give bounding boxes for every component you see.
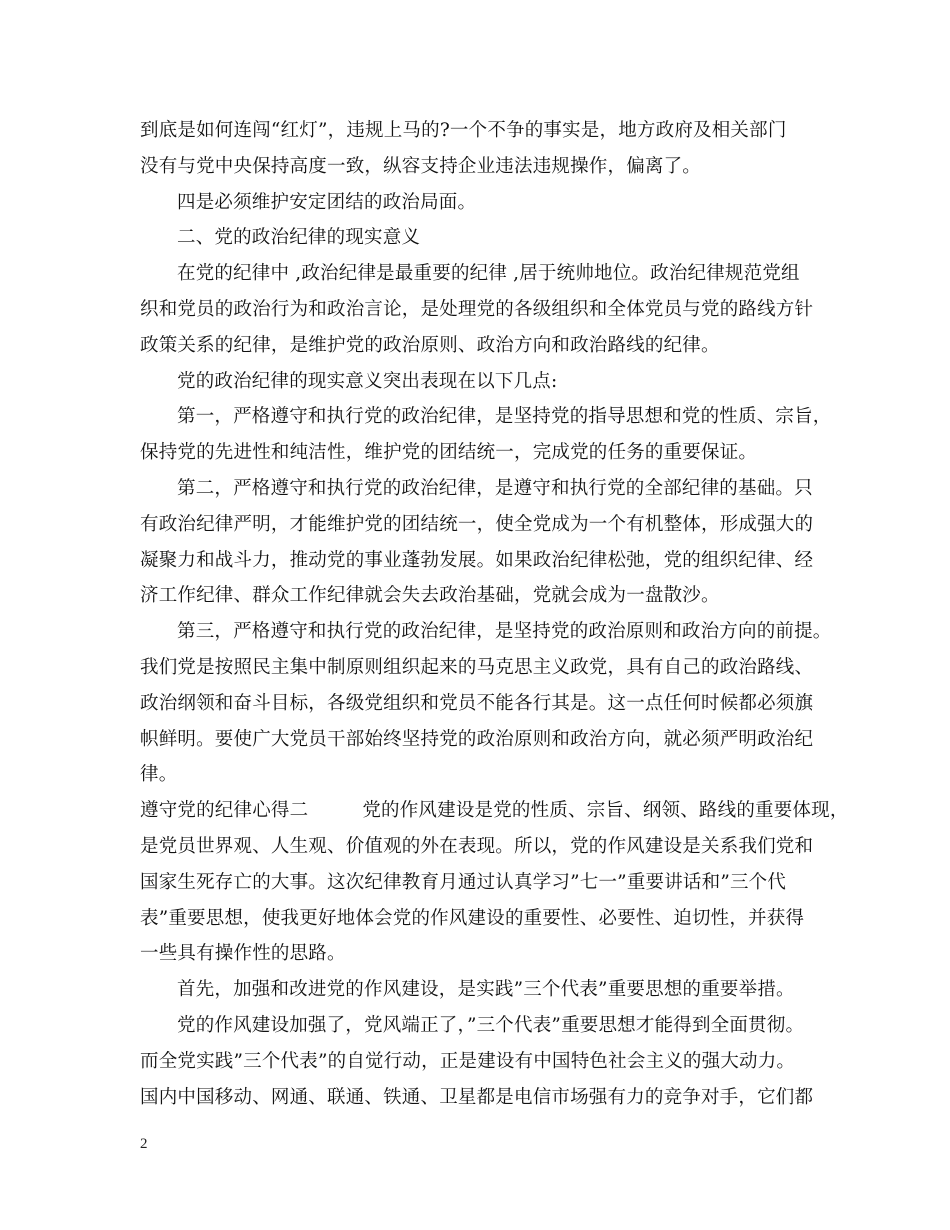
text-line: 帜鲜明。要使广大党员干部始终坚持党的政治原则和政治方向，就必须严明政治纪	[140, 728, 814, 750]
section-title: 遵守党的纪律心得二	[140, 800, 309, 822]
text-line: 凝聚力和战斗力，推动党的事业蓬勃发展。如果政治纪律松弛，党的组织纪律、经	[140, 549, 814, 571]
text-line: 党的作风建设加强了，党风端正了，”三个代表”重要思想才能得到全面贯彻。	[177, 1014, 805, 1036]
section-first-sentence: 党的作风建设是党的性质、宗旨、纲领、路线的重要体现，	[362, 800, 849, 822]
text-line: 没有与党中央保持高度一致，纵容支持企业违法违规操作，偏离了。	[140, 155, 702, 177]
text-line: 到底是如何连闯“红灯”，违规上马的?一个不争的事实是，地方政府及相关部门	[140, 120, 787, 141]
text-line: 第二，严格遵守和执行党的政治纪律，是遵守和执行党的全部纪律的基础。只	[177, 477, 813, 499]
text-line: 第三，严格遵守和执行党的政治纪律，是坚持党的政治原则和政治方向的前提。	[177, 621, 832, 643]
text-line: 济工作纪律、群众工作纪律就会失去政治基础，党就会成为一盘散沙。	[140, 585, 720, 607]
text-line: 四是必须维护安定团结的政治局面。	[177, 191, 477, 213]
text-line: 首先，加强和改进党的作风建设，是实践”三个代表”重要思想的重要举措。	[177, 979, 795, 1001]
text-line: 律。	[140, 764, 178, 786]
text-line: 我们党是按照民主集中制原则组织起来的马克思主义政党，具有自己的政治路线、	[140, 656, 814, 678]
page-number: 2	[140, 1136, 148, 1152]
section-heading-line: 二、党的政治纪律的现实意义	[177, 227, 421, 249]
text-line: 政治纲领和奋斗目标，各级党组织和党员不能各行其是。这一点任何时候都必须旗	[140, 692, 814, 714]
text-line: 国内中国移动、网通、联通、铁通、卫星都是电信市场强有力的竞争对手，它们都	[140, 1086, 814, 1108]
text-line: 有政治纪律严明，才能维护党的团结统一，使全党成为一个有机整体，形成强大的	[140, 513, 814, 535]
text-line: 表”重要思想，使我更好地体会党的作风建设的重要性、必要性、迫切性，并获得	[140, 907, 805, 929]
text-line: 第一，严格遵守和执行党的政治纪律，是坚持党的指导思想和党的性质、宗旨，	[177, 406, 832, 428]
text-line: 是党员世界观、人生观、价值观的外在表现。所以，党的作风建设是关系我们党和	[140, 835, 814, 857]
document-body	[140, 113, 849, 1115]
text-line: 国家生死存亡的大事。这次纪律教育月通过认真学习”七一”重要讲话和”三个代	[140, 871, 787, 893]
text-line: 党的政治纪律的现实意义突出表现在以下几点:	[177, 370, 558, 392]
section-title-line	[140, 793, 849, 829]
text-line: 而全党实践”三个代表”的自觉行动，正是建设有中国特色社会主义的强大动力。	[140, 1050, 796, 1072]
text-line: 政策关系的纪律，是维护党的政治原则、政治方向和政治路线的纪律。	[140, 334, 720, 356]
text-line: 保持党的先进性和纯洁性，维护党的团结统一，完成党的任务的重要保证。	[140, 442, 758, 464]
text-line: 织和党员的政治行为和政治言论，是处理党的各级组织和全体党员与党的路线方针	[140, 298, 814, 320]
text-line: 一些具有操作性的思路。	[140, 943, 346, 965]
text-line: 在党的纪律中 ,政治纪律是最重要的纪律 ,居于统帅地位。政治纪律规范党组	[177, 263, 800, 285]
